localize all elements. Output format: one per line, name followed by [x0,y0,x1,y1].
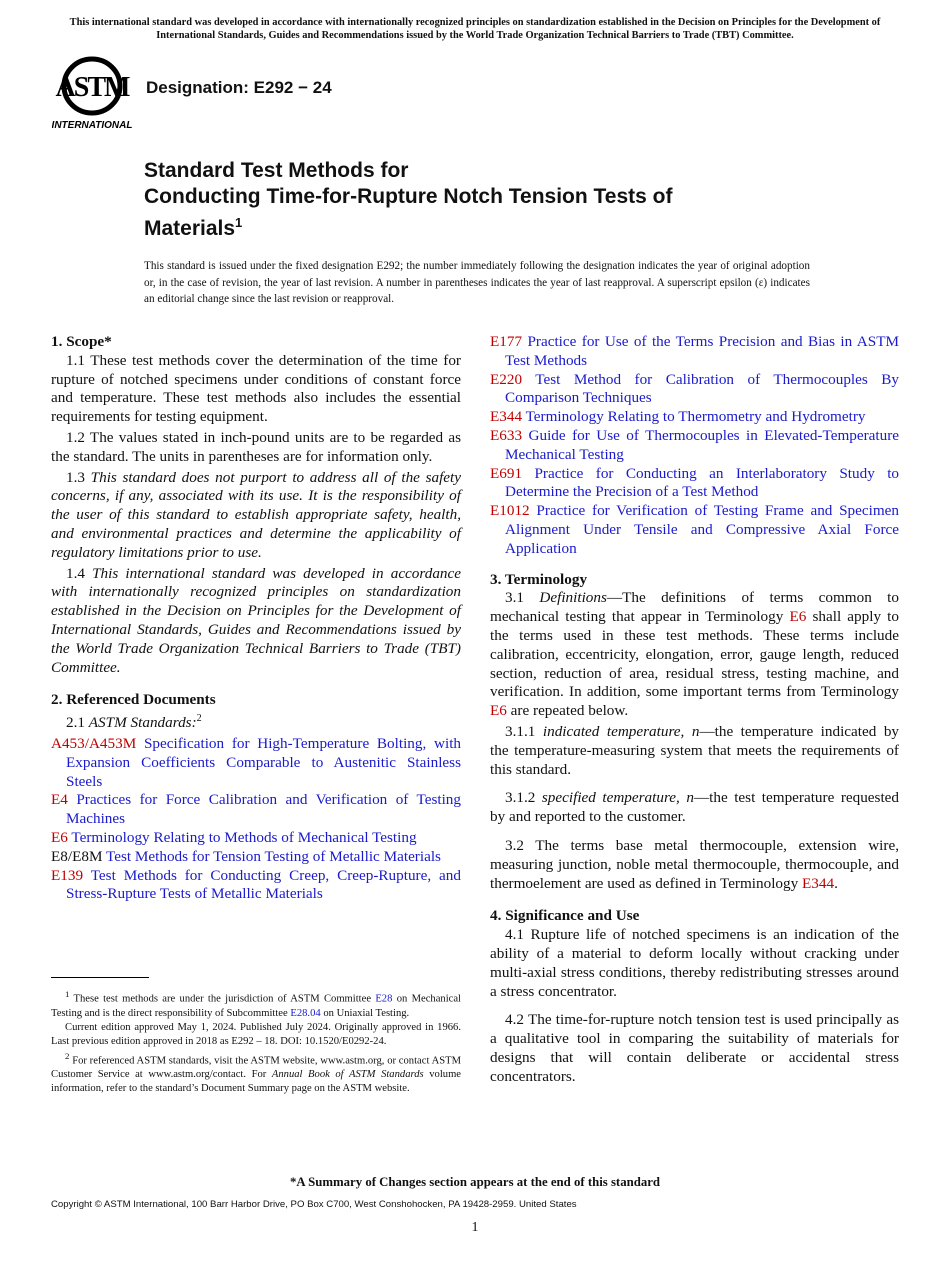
reference-code[interactable]: E6 [51,828,68,846]
para-3-1-2: 3.1.2 specified temperature, n—the test temperature requested by and reported to the customer. [490,789,900,826]
para-3-1: 3.1 Definitions—The definitions of terms common to mechanical testing that appear in Terminology E6 shall apply to the terms used in these test methods. These terms include calibration, eccentricity, elongation, error, gauge length, reduced section, reduction of area, residual stress, testing machine, and verification. In addition, some important terms from Terminology E6 are repeated below. [490,589,899,720]
reference-code[interactable]: E1012 [490,502,530,520]
reference-code[interactable]: A453/A453M [51,735,137,752]
link-e6[interactable]: E6 [490,702,507,720]
reference-item [51,829,461,848]
left-column [51,333,461,904]
designation: Designation: E292 − 24 [146,78,332,97]
issued-note: This standard is issued under the fixed designation E292; the number immediately following the designation indicates the year of original adoption or, in the case of revision, the year of last revision. A number in parentheses indicates the year of last reapproval. A superscript epsilon (ε) indicates an editorial change since the last revision or reapproval. [144,260,810,306]
reference-code[interactable]: E8/E8M [51,847,103,865]
link-e28[interactable]: E28 [375,993,393,1005]
reference-title-link[interactable]: Practices for Force Calibration and Verification of Testing Machines [66,791,461,828]
reference-title-link[interactable]: Test Methods for Tension Testing of Metallic Materials [106,847,441,865]
para-3-2: 3.2 The terms base metal thermocouple, extension wire, measuring junction, noble metal thermocouple, thermocouple, and thermoelement are used as defined in Terminology E344. [490,836,899,892]
reference-item [490,427,899,465]
link-e344[interactable]: E344 [802,874,835,892]
para-3-1-1: 3.1.1 indicated temperature, n—the temperature indicated by the temperature-measuring system that meets the requirements of this standard. [490,722,900,778]
footnote-2: $^2$ For referenced ASTM standards, visit the ASTM website, www.astm.org, or contact ASTM Customer Service at www.astm.org/contact. For Annual Book of ASTM Standards volume information, refer to the standard’s Document Summary page on the ASTM website. [51,1050,462,1095]
svg-text:INTERNATIONAL: INTERNATIONAL [52,120,133,130]
para-1-1: 1.1 These test methods cover the determination of the time for rupture of notched specimens under conditions of constant force and temperature. These test methods also includes the essential requirements for testing equipment. [51,351,461,426]
para-1-2: 1.2 The values stated in inch-pound units are to be regarded as the standard. The units in parentheses are for information only. [51,428,461,465]
reference-item [51,848,461,867]
reference-title-link[interactable]: Practice for Conducting an Interlaboratory Study to Determine the Precision of a Test Method [505,464,900,501]
reference-item [51,791,461,829]
summary-of-changes-note: *A Summary of Changes section appears at the end of this standard [289,1175,661,1189]
significance-heading: 4. Significance and Use [490,907,640,925]
link-e28-04[interactable]: E28.04 [290,1007,321,1019]
reference-title-link[interactable]: Test Methods for Conducting Creep, Creep-Rupture, and Stress-Rupture Tests of Metallic Materials [66,866,461,903]
reference-title-link[interactable]: Terminology Relating to Thermometry and Hydrometry [525,408,866,426]
astm-standards-label: 2.1 ASTM Standards:$^2$ [66,713,202,732]
top-notice: This international standard was developed in accordance with internationally recognized principles on standardization established in the Decision on Principles for the Development of International Standards, Guides and Recommendations issued by the World Trade Organization Technical Barriers to Trade (TBT) Committee. [69,17,881,41]
scope-heading: 1. Scope* [51,333,112,350]
footnote-1-edition: Current edition approved May 1, 2024. Published July 2024. Originally approved in 1966. Last previous edition approved in 2018 as E292 – 18. DOI: 10.1520/E0292-24. [51,1021,461,1047]
link-e6[interactable]: E6 [789,608,807,626]
reference-title-link[interactable]: Practice for Verification of Testing Frame and Specimen Alignment Under Tensile and Compressive Axial Force Application [505,502,899,557]
reference-title-link[interactable]: Test Method for Calibration of Thermocouples By Comparison Techniques [505,370,899,407]
footnote-1: $^1$ These test methods are under the jurisdiction of ASTM Committee E28 on Mechanical Testing and is the direct responsibility of Subcommittee E28.04 on Uniaxial Testing. [51,989,461,1019]
reference-code[interactable]: E4 [51,791,68,809]
title-line-1: Standard Test Methods for [144,159,409,182]
reference-item [51,867,461,905]
terminology-heading: 3. Terminology [490,570,588,588]
title-line-2: Conducting Time-for-Rupture Notch Tension Tests of [144,185,673,208]
reference-item [490,408,899,427]
footnote-divider [51,977,149,978]
referenced-heading: 2. Referenced Documents [51,691,216,709]
reference-item [490,371,899,409]
reference-code[interactable]: E633 [490,426,523,444]
footnotes [51,987,461,1096]
right-column [490,333,899,1088]
reference-item [490,465,899,503]
title-line-3: Materials [144,217,236,240]
svg-text:ASTM: ASTM [55,72,129,103]
astm-logo [52,56,136,130]
para-4-2: 4.2 The time-for-rupture notch tension test is used principally as a qualitative tool in comparing the suitability of materials for designs that will contain deliberate or accidental stress concentrators. [490,1011,899,1085]
reference-list-left [51,735,461,904]
page-title [144,158,824,242]
reference-title-link[interactable]: Guide for Use of Thermocouples in Elevated-Temperature Mechanical Testing [505,426,899,463]
reference-item [51,735,461,791]
para-1-3: 1.3 This standard does not purport to address all of the safety concerns, if any, associated with its use. It is the responsibility of the user of this standard to establish appropriate safety, health, and environmental practices and determine the applicability of regulatory limitations prior to use. [51,468,462,561]
reference-code[interactable]: E691 [490,464,523,482]
reference-code[interactable]: E344 [490,408,523,426]
reference-title-link[interactable]: Terminology Relating to Methods of Mechanical Testing [71,828,417,846]
reference-item [490,333,899,371]
title-footnote-mark: 1 [235,215,243,230]
reference-title-link[interactable]: Practice for Use of the Terms Precision and Bias in ASTM Test Methods [505,333,900,369]
reference-code[interactable]: E177 [490,333,523,350]
copyright: Copyright © ASTM International, 100 Barr Harbor Drive, PO Box C700, West Conshohocken, PA 19428-2959. United States [51,1199,577,1210]
para-1-4: 1.4 This international standard was developed in accordance with internationally recognized principles on standardization established in the Decision on Principles for the Development of International Standards, Guides and Recommendations issued by the World Trade Organization Technical Barriers to Trade (TBT) Committee. [51,564,462,676]
reference-code[interactable]: E220 [490,370,523,388]
page-number: 1 [471,1220,479,1235]
reference-list-right [490,333,900,559]
reference-title-link[interactable]: Specification for High-Temperature Bolting, with Expansion Coefficients Comparable to Austenitic Stainless Steels [66,735,462,790]
reference-item [490,502,899,558]
reference-code[interactable]: E139 [51,866,84,884]
para-4-1: 4.1 Rupture life of notched specimens is an indication of the ability of a material to deform locally without cracking under multi-axial stress conditions, thereby redistributing stresses around a stress concentrator. [490,926,899,1000]
